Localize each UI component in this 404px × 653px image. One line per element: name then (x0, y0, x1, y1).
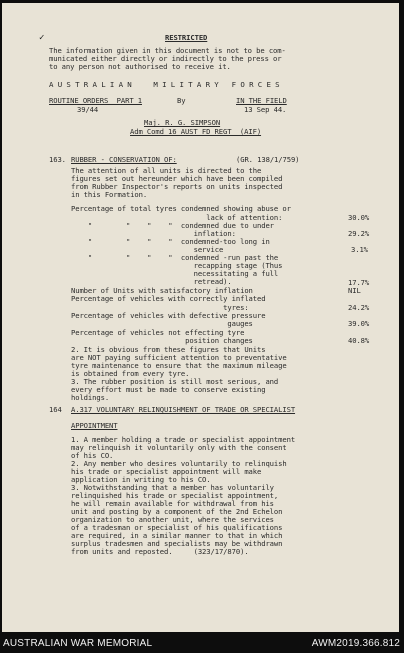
stat-value: 39.0% (348, 319, 370, 328)
item-164-body: may relinquish it voluntarily only with the consent (71, 443, 287, 452)
stat-line: gauges (71, 319, 253, 328)
item-163-closing: are NOT paying sufficient attention to preventative (71, 353, 287, 362)
stat-line: Number of Units with satisfactory inflation (71, 286, 253, 295)
footer-institution: AUSTRALIAN WAR MEMORIAL (3, 638, 153, 649)
stat-value: 24.2% (348, 303, 370, 312)
stat-value: 29.2% (348, 229, 370, 238)
stat-line: recapping stage (Thus (71, 261, 283, 270)
item-164-title: A.317 VOLUNTARY RELINQUISHMENT OF TRADE OR SPECIALIST (71, 405, 296, 414)
stat-line: Percentage of vehicles not effecting tyre (71, 328, 245, 337)
item-164-body: his trade or specialist appointment will make (71, 467, 262, 476)
item-164-body: application in writing to his CO. (71, 475, 211, 484)
stat-value: 40.8% (348, 336, 370, 345)
restricted-heading: RESTRICTED (165, 33, 208, 42)
item-164-number: 164 (49, 405, 62, 414)
stat-line: necessitating a full (71, 269, 279, 278)
item-164-body: of a tradesman or specialist of his qualifications (71, 523, 283, 532)
officer-unit: Adm Comd 16 AUST FD REGT (AIF) (130, 127, 262, 136)
stat-line: tyres: (71, 303, 249, 312)
item-164-body: are required, in a similar manner to that in which (71, 531, 283, 540)
item-163-closing: tyre maintenance to ensure that the maximum mileage (71, 361, 287, 370)
item-163-title: RUBBER - CONSERVATION OF: (71, 155, 177, 164)
orders-field: IN THE FIELD (236, 96, 287, 105)
notice-line-1: The information given in this document is not to be com- (49, 46, 286, 55)
item-163-ref: (GR. 138/1/759) (236, 155, 300, 164)
item-163-closing: 2. It is obvious from these figures that Units (71, 345, 266, 354)
stat-value: 17.7% (348, 278, 370, 287)
stat-line: retread). (71, 277, 232, 286)
stat-line: lack of attention: (71, 213, 283, 222)
stat-line: " " " " condemned-too long in (71, 237, 270, 246)
item-163-closing: every effort must be made to conserve existing (71, 385, 266, 394)
orders-title: ROUTINE ORDERS PART 1 (49, 96, 142, 105)
tick-mark: ✓ (39, 33, 45, 43)
orders-number: 39/44 (77, 105, 99, 114)
item-164-body: from units and reposted. (323/17/870). (71, 547, 249, 556)
stat-line: inflation: (71, 229, 236, 238)
item-164-body: surplus tradesmen and specialists may be withdrawn (71, 539, 283, 548)
force-heading: A U S T R A L I A N M I L I T A R Y F O R C E S (49, 80, 280, 89)
item-164-body: 3. Notwithstanding that a member has voluntarily (71, 483, 274, 492)
item-163-intro: figures set out hereunder which have been compiled (71, 174, 283, 183)
item-163-number: 163. (49, 155, 66, 164)
item-163-closing: 3. The rubber position is still most serious, and (71, 377, 279, 386)
stat-value: 30.0% (348, 213, 370, 222)
stat-line: position changes (71, 336, 253, 345)
stat-line: " " " " condemned due to under (71, 221, 274, 230)
stat-line: Percentage of vehicles with defective pressure (71, 311, 266, 320)
item-164-body: he will remain available for withdrawal from his (71, 499, 274, 508)
officer-name: Maj. R. G. SIMPSON (144, 118, 221, 127)
stat-value: 3.1% (351, 245, 368, 254)
orders-by: By (177, 96, 186, 105)
stat-line: Percentage of total tyres condemned showing abuse or (71, 204, 291, 213)
item-164-body: 1. A member holding a trade or specialist appointment (71, 435, 296, 444)
notice-line-2: municated either directly or indirectly to the press or (49, 54, 282, 63)
stat-value: NIL (348, 286, 361, 295)
item-164-body: 2. Any member who desires voluntarily to relinquish (71, 459, 287, 468)
item-163-intro: from Rubber Inspector's reports on units inspected (71, 182, 283, 191)
item-163-intro: in this Formation. (71, 190, 148, 199)
stat-line: Percentage of vehicles with correctly inflated (71, 294, 266, 303)
item-164-title: APPOINTMENT (71, 421, 118, 430)
footer-accession-number: AWM2019.366.812 (311, 638, 400, 649)
item-163-intro: The attention of all units is directed to the (71, 166, 262, 175)
item-163-closing: is obtained from every tyre. (71, 369, 190, 378)
stat-line: service (71, 245, 224, 254)
item-164-body: of his CO. (71, 451, 114, 460)
notice-line-3: to any person not authorised to receive it. (49, 62, 231, 71)
item-164-body: unit and posting by a component of the 2nd Echelon (71, 507, 283, 516)
item-164-body: organization to another unit, where the services (71, 515, 274, 524)
orders-date: 13 Sep 44. (244, 105, 287, 114)
item-163-closing: holdings. (71, 393, 110, 402)
item-164-body: relinquished his trade or specialist appointment, (71, 491, 279, 500)
stat-line: " " " " condemned -run past the (71, 253, 279, 262)
document-page (2, 3, 399, 632)
